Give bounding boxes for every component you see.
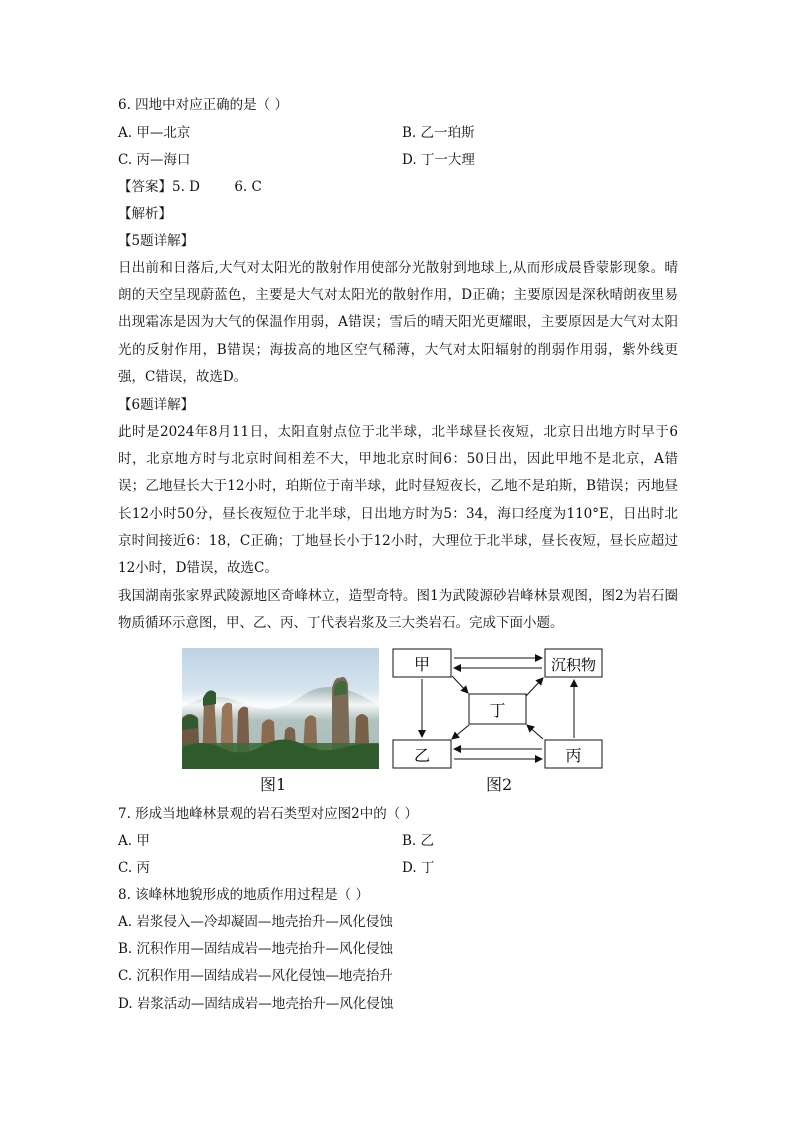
q8-option-b: B. 沉积作用—固结成岩—地壳抬升—风化侵蚀 bbox=[118, 941, 394, 957]
q8-stem: 8. 该峰林地貌形成的地质作用过程是（ ） bbox=[118, 887, 369, 903]
q6-stem: 6. 四地中对应正确的是（ ） bbox=[118, 97, 288, 113]
analysis-heading: 【解析】 bbox=[118, 206, 172, 222]
label-bing: 丙 bbox=[565, 746, 582, 765]
q7-option-d: D. 丁 bbox=[402, 860, 435, 876]
q6-detail-heading: 【6题详解】 bbox=[118, 397, 195, 413]
label-sediment: 沉积物 bbox=[550, 656, 597, 674]
q7-option-b: B. 乙 bbox=[402, 833, 435, 849]
q7-option-c: C. 丙 bbox=[118, 860, 150, 876]
figure-area bbox=[182, 646, 612, 796]
q7-option-a: A. 甲 bbox=[118, 833, 150, 849]
label-jia: 甲 bbox=[413, 655, 431, 674]
q6-option-a: A. 甲—北京 bbox=[118, 125, 191, 141]
arrow-bing-to-ding bbox=[527, 725, 543, 739]
fig1-caption: 图1 bbox=[260, 775, 287, 794]
q7-stem: 7. 形成当地峰林景观的岩石类型对应图2中的（ ） bbox=[118, 806, 419, 822]
q5-detail-heading: 【5题详解】 bbox=[118, 233, 195, 249]
label-yi: 乙 bbox=[413, 746, 431, 765]
q6-detail-text: 此时是2024年8月11日，太阳直射点位于北半球，北半球昼长夜短，北京日出地方时早于6时，北京地方时与北京时间相差不大，甲地北京时间6：50日出，因此甲地不是北京，A错误；乙地昼长大于12小时，珀斯位于南半球，此时昼短夜长，乙地不是珀斯，B错误；丙地昼长12小时50分，昼长夜短位于北半球，日出地方时为5：34，海口经度为110°E，日出时北京时间接近6：18，C正确；丁地昼长小于12小时，大理位于北半球，昼长夜短，昼长应超过12小时，D错误，故选C。 bbox=[118, 424, 678, 577]
arrow-ding-to-yi bbox=[452, 725, 469, 739]
rock-cycle-diagram bbox=[392, 646, 614, 774]
fig2-caption: 图2 bbox=[486, 775, 513, 794]
q6-option-c: C. 丙—海口 bbox=[118, 152, 191, 168]
label-ding: 丁 bbox=[489, 701, 506, 720]
q8-option-a: A. 岩浆侵入—冷却凝固—地壳抬升—风化侵蚀 bbox=[118, 914, 393, 930]
answer-line: 【答案】5. D 6. C bbox=[118, 179, 262, 195]
q6-option-d: D. 丁一大理 bbox=[402, 152, 475, 168]
q8-option-d: D. 岩浆活动—固结成岩—地壳抬升—风化侵蚀 bbox=[118, 996, 394, 1012]
arrow-jia-to-ding bbox=[452, 676, 468, 693]
q5-detail-text: 日出前和日落后,大气对太阳光的散射作用使部分光散射到地球上,从而形成晨昏蒙影现象。晴朗的天空呈现蔚蓝色，主要是大气对太阳光的散射作用，D正确；主要原因是深秋晴朗夜里易出现霜冻是因为大气的保温作用弱，A错误；雪后的晴天阳光更耀眼，主要原因是大气对太阳光的反射作用，B错误；海拔高的地区空气稀薄，大气对太阳辐射的削弱作用弱，紫外线更强，C错误，故选D。 bbox=[118, 260, 678, 385]
intro-text: 我国湖南张家界武陵源地区奇峰林立，造型奇特。图1为武陵源砂岩峰林景观图，图2为岩石圈物质循环示意图，甲、乙、丙、丁代表岩浆及三大类岩石。完成下面小题。 bbox=[118, 588, 678, 632]
q8-option-c: C. 沉积作用—固结成岩—风化侵蚀—地壳抬升 bbox=[118, 968, 393, 984]
sandstone-peak-photo bbox=[182, 648, 379, 769]
q6-option-b: B. 乙一珀斯 bbox=[402, 125, 475, 141]
peak-forest-illustration bbox=[182, 648, 379, 769]
arrow-ding-to-sediment bbox=[526, 678, 543, 696]
